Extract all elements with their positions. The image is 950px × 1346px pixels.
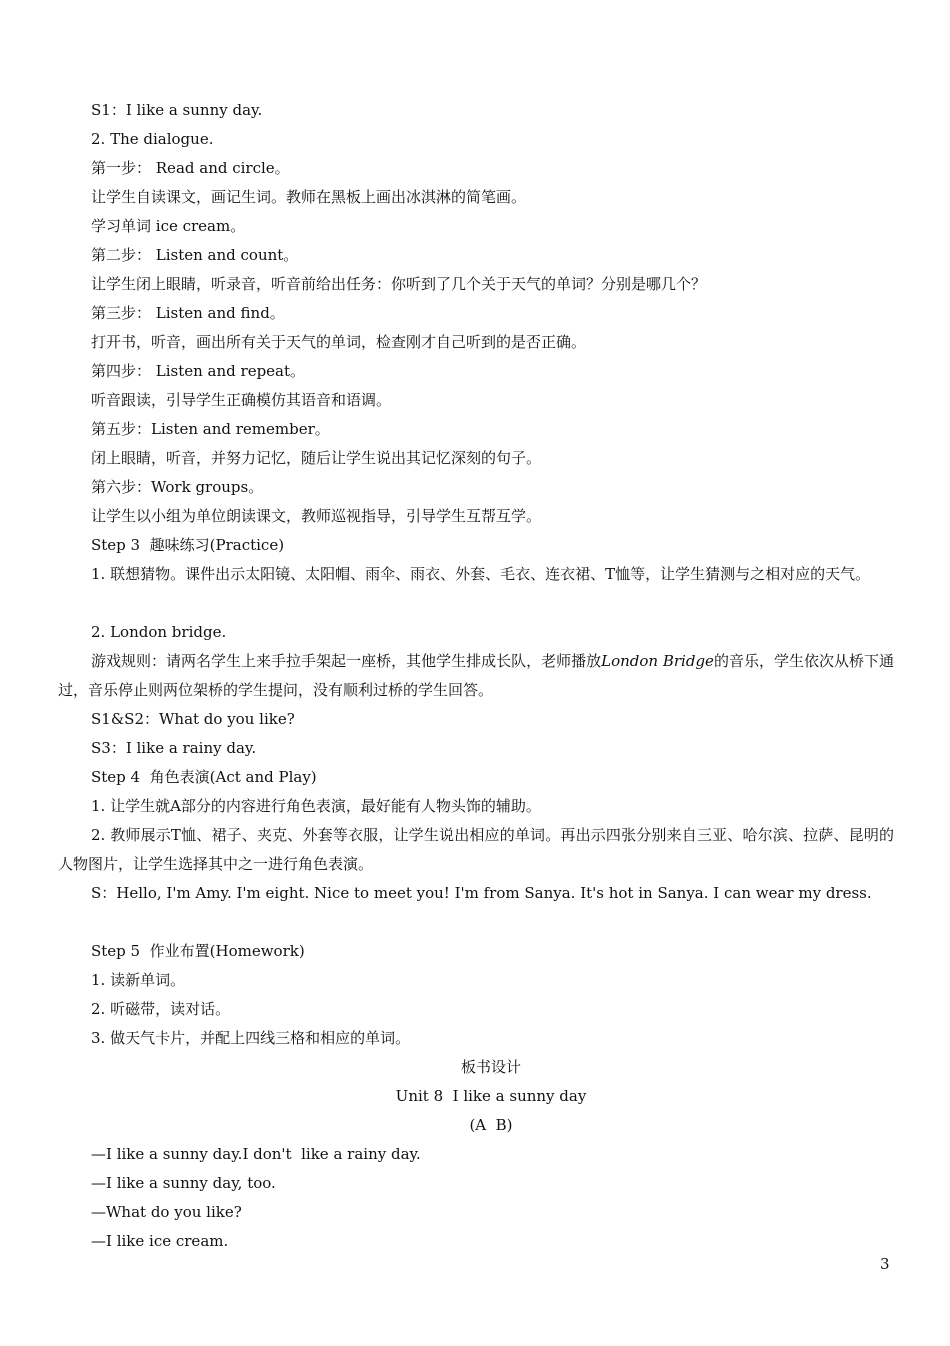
text-line: S3：I like a rainy day. bbox=[91, 739, 257, 757]
text-line: 第二步： Listen and count。 bbox=[91, 246, 299, 264]
paragraph: 1. 联想猜物。课件出示太阳镜、太阳帽、雨伞、雨衣、外套、毛衣、连衣裙、T恤等，让学生猜测与之相对应的天气。 bbox=[91, 565, 871, 583]
board-title: 板书设计 bbox=[460, 1058, 521, 1076]
text-line: 第六步：Work groups。 bbox=[91, 478, 264, 496]
paragraph: S：Hello, I'm Amy. I'm eight. Nice to meet you! I'm from Sanya. It's hot in Sanya. I can wear my dress. bbox=[91, 884, 872, 902]
game-rule-text: 游戏规则：请两名学生上来手拉手架起一座桥，其他学生排成长队，老师播放 bbox=[91, 652, 602, 670]
text-line: 第五步：Listen and remember。 bbox=[91, 420, 330, 438]
text-line: 3. 做天气卡片，并配上四线三格和相应的单词。 bbox=[91, 1029, 411, 1047]
song-title: London Bridge bbox=[601, 652, 714, 670]
text-line: 2. 听磁带，读对话。 bbox=[91, 1000, 231, 1018]
text-line: 听音跟读，引导学生正确模仿其语音和语调。 bbox=[91, 391, 392, 409]
text-line: 让学生自读课文，画记生词。教师在黑板上画出冰淇淋的简笔画。 bbox=[91, 188, 527, 206]
step-heading: Step 5 作业布置(Homework) bbox=[91, 942, 305, 960]
board-line: —I like ice cream. bbox=[91, 1232, 229, 1250]
paragraph: 2. 教师展示T恤、裙子、夹克、外套等衣服，让学生说出相应的单词。再出示四张分别来自三亚、哈尔滨、拉萨、昆明的人物图片，让学生选择其中之一进行角色表演。 bbox=[58, 826, 894, 873]
text-line: 第四步： Listen and repeat。 bbox=[91, 362, 306, 380]
text-line: 闭上眼睛，听音，并努力记忆，随后让学生说出其记忆深刻的句子。 bbox=[91, 449, 542, 467]
board-line: —What do you like? bbox=[91, 1203, 242, 1221]
page-number: 3 bbox=[880, 1255, 890, 1273]
board-line: —I like a sunny day, too. bbox=[91, 1174, 276, 1192]
text-line: 让学生闭上眼睛，听录音，听音前给出任务：你听到了几个关于天气的单词？分别是哪几个？ bbox=[91, 275, 707, 293]
game-rule-text: 的音乐，学生依次从桥下通过，音乐停止则两位架桥的学生提问，没有顺利过桥的学生回答。 bbox=[58, 652, 894, 699]
text-line: S1&S2：What do you like? bbox=[91, 710, 295, 728]
text-line: 1. 读新单词。 bbox=[91, 971, 186, 989]
text-line: 学习单词 ice cream。 bbox=[91, 217, 246, 235]
step-heading: Step 3 趣味练习(Practice) bbox=[91, 536, 285, 554]
text-line: 打开书，听音，画出所有关于天气的单词，检查刚才自己听到的是否正确。 bbox=[91, 333, 587, 351]
paragraph bbox=[58, 647, 894, 705]
board-part: (A B) bbox=[469, 1116, 513, 1134]
text-line: 2. London bridge. bbox=[91, 623, 227, 641]
step-heading: Step 4 角色表演(Act and Play) bbox=[91, 768, 317, 786]
text-line: 第一步： Read and circle。 bbox=[91, 159, 290, 177]
board-unit: Unit 8 I like a sunny day bbox=[395, 1087, 587, 1105]
text-line: 第三步： Listen and find。 bbox=[91, 304, 285, 322]
text-line: S1：I like a sunny day. bbox=[91, 101, 263, 119]
text-line: 2. The dialogue. bbox=[91, 130, 214, 148]
text-line: 让学生以小组为单位朗读课文，教师巡视指导，引导学生互帮互学。 bbox=[91, 507, 542, 525]
board-line: —I like a sunny day.I don't like a rainy day. bbox=[91, 1145, 421, 1163]
text-line: 1. 让学生就A部分的内容进行角色表演，最好能有人物头饰的辅助。 bbox=[91, 797, 541, 815]
